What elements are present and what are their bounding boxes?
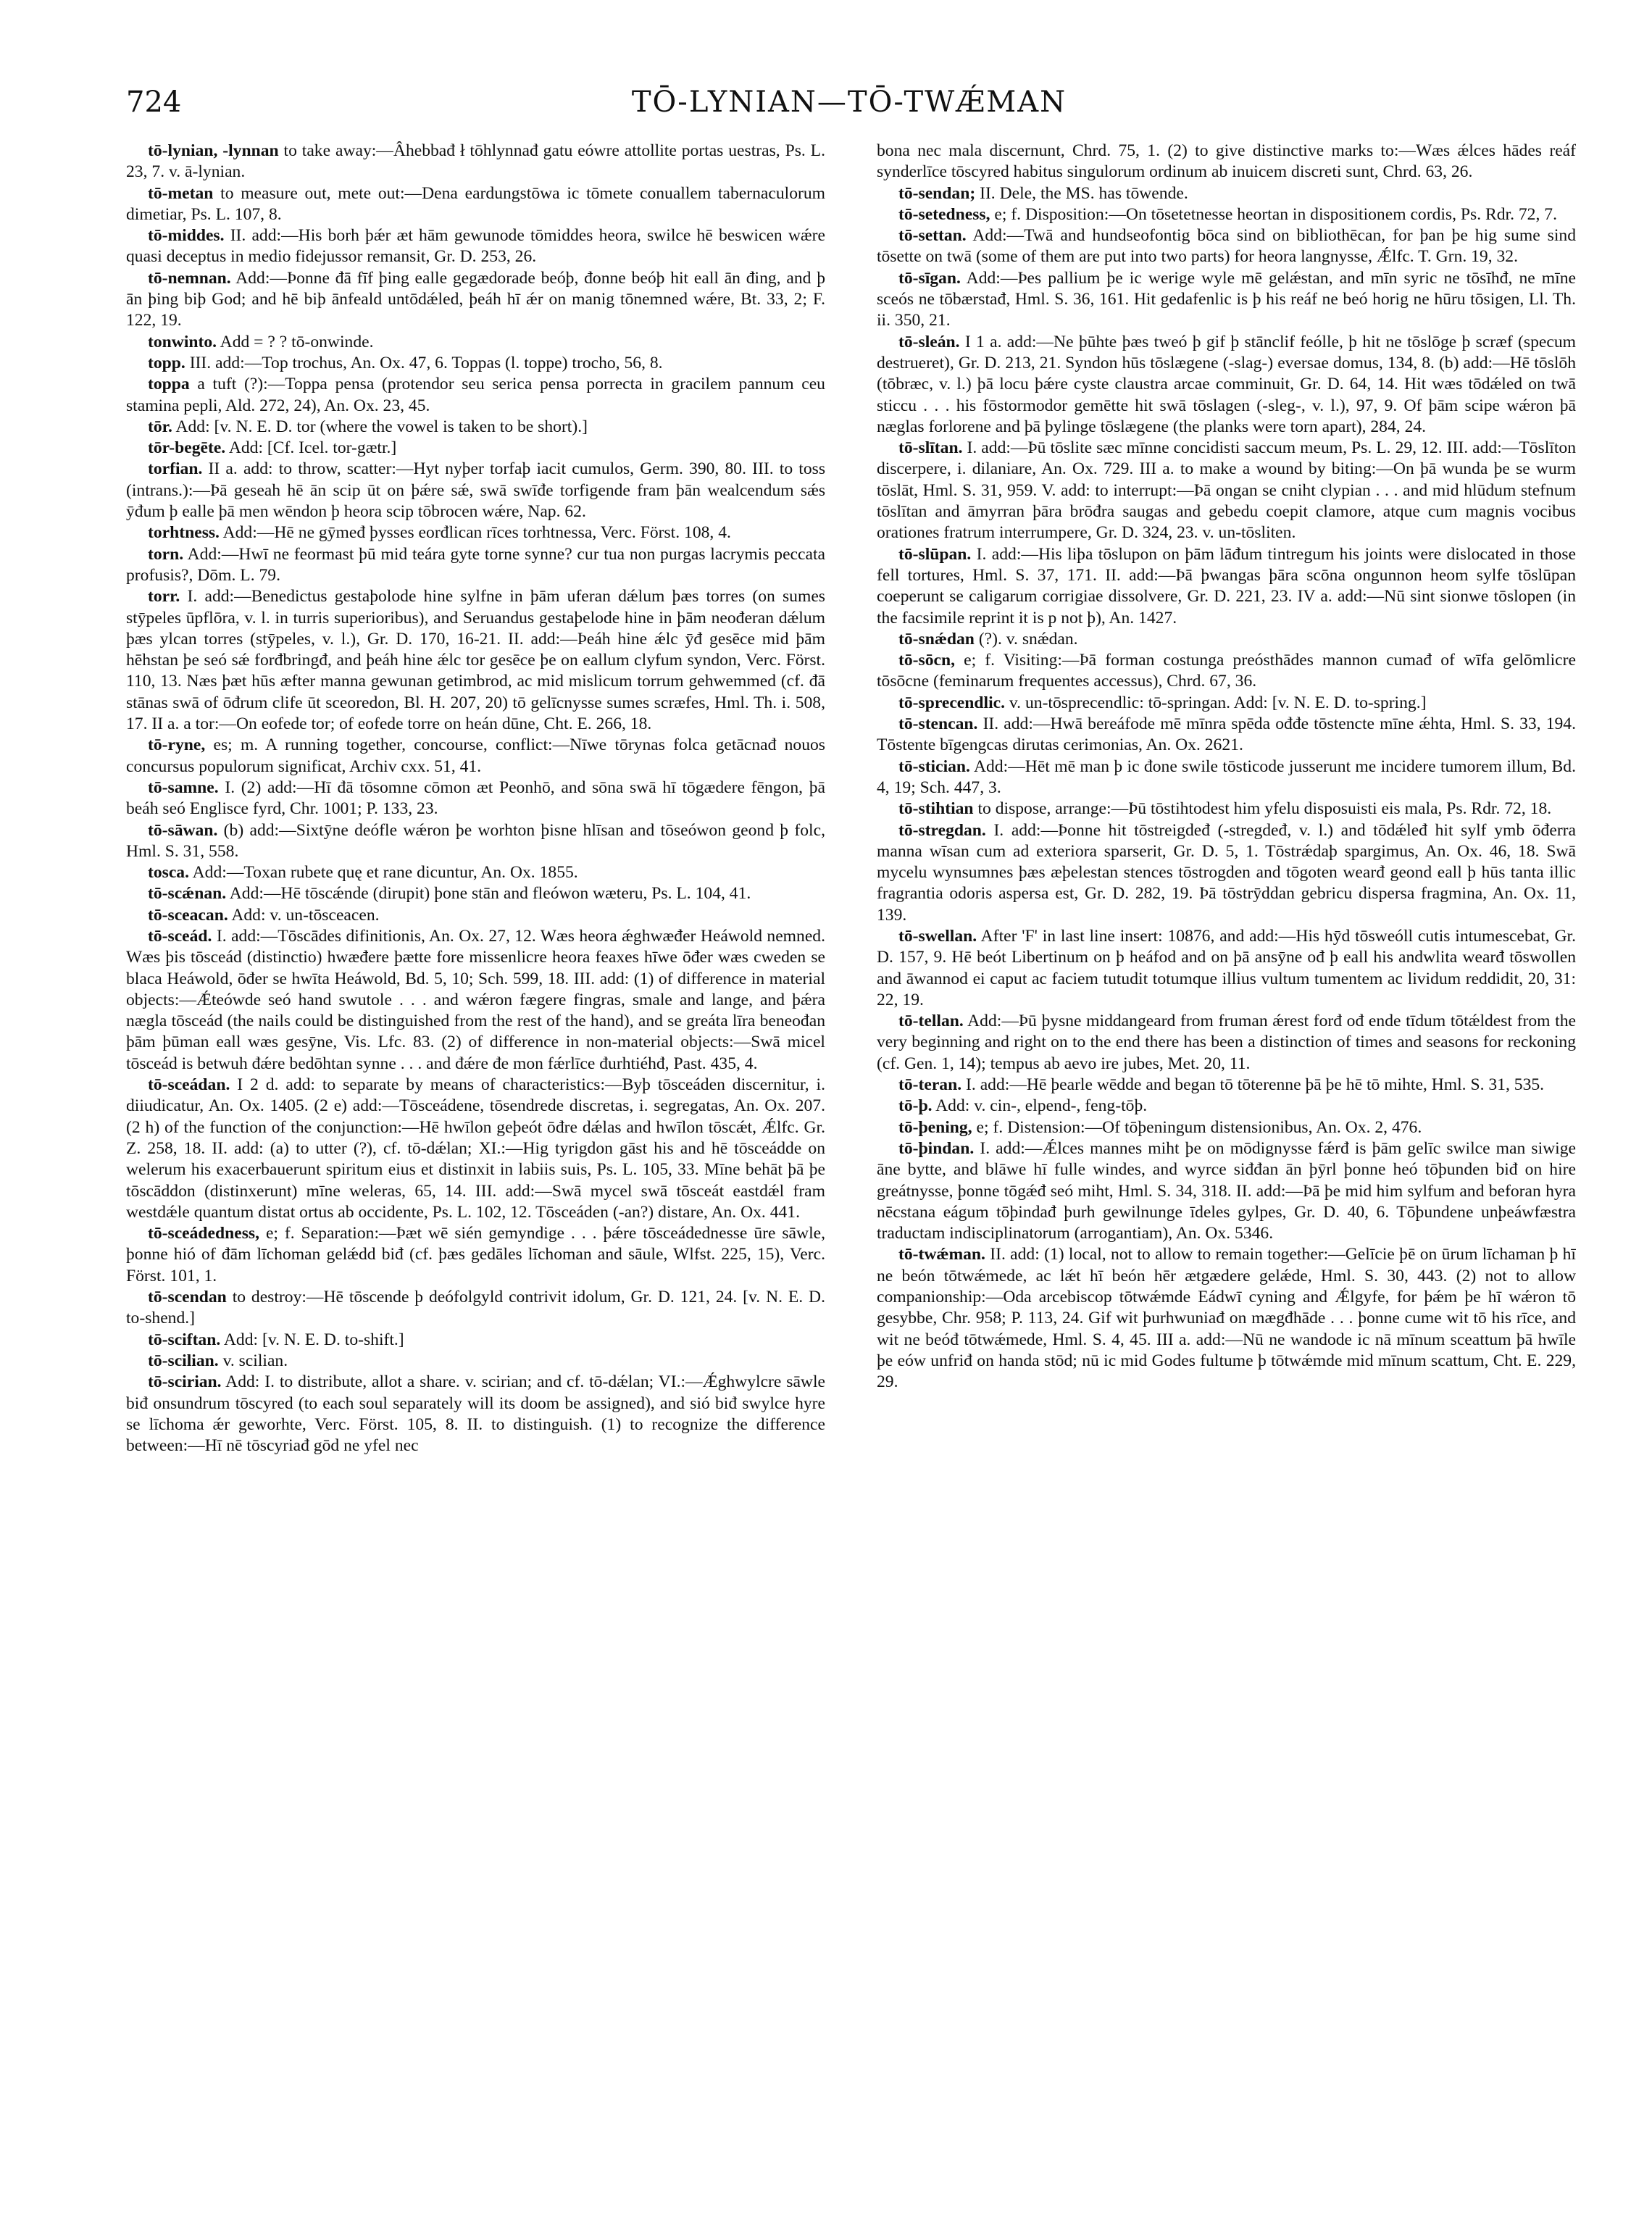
entry-text: to destroy:—Hē tōscende þ deófolgyld contrivit idolum, Gr. D. 121, 24. [v. N. E. D. to-shend.] (126, 1288, 825, 1328)
entry-headword: tō-sceádedness, (148, 1224, 260, 1243)
dictionary-entry (877, 544, 1576, 629)
entry-text: Add: v. un-tōsceacen. (231, 905, 380, 925)
dictionary-entry (126, 778, 825, 820)
dictionary-entry (877, 1096, 1576, 1117)
entry-text: to take away:—Âhebbađ ł tōhlynnađ gatu eówre attollite portas uestras, Ps. L. 23, 7. v. ā-lynian. (126, 141, 825, 182)
dictionary-entry (877, 756, 1576, 799)
entry-headword: tō-sōcn, (898, 651, 955, 670)
dictionary-entry (126, 332, 825, 353)
dictionary-entry (126, 1223, 825, 1287)
entry-text: es; m. A running together, concourse, conflict:—Nīwe tōrynas folca getācnađ nouos concursus populorum significat, Archiv cxx. 51, 41. (126, 735, 825, 776)
dictionary-entry (126, 926, 825, 1075)
entry-headword: tō-scilian. (148, 1351, 219, 1370)
entry-text: Add:—Hē ne gȳmeđ þysses eorđlican rīces torhtnessa, Verc. Först. 108, 4. (222, 523, 731, 543)
dictionary-entry (877, 141, 1576, 183)
entry-text: e; f. Distension:—Of tōþeningum distensionibus, An. Ox. 2, 476. (976, 1117, 1422, 1137)
entry-headword: tō-scirian. (148, 1372, 222, 1392)
entry-headword: tō-sleán. (898, 332, 960, 351)
dictionary-entry (126, 1372, 825, 1456)
dictionary-entry (877, 1075, 1576, 1096)
entry-headword: tō-stregdan. (898, 820, 986, 840)
page-number: 724 (126, 86, 182, 119)
entry-headword: tō-sāwan. (148, 820, 218, 840)
dictionary-entry (126, 438, 825, 459)
dictionary-entry (877, 225, 1576, 268)
entry-headword: topp. (148, 353, 185, 372)
entry-headword: tō-sendan; (898, 183, 976, 203)
entry-headword: tonwinto. (148, 332, 217, 351)
entry-text: v. scilian. (222, 1351, 288, 1370)
entry-text: Add: I. to distribute, allot a share. v. scirian; and cf. tō-dǽlan; VI.:—Ǽghwylcre sāwle biđ onsundrum tōscyred (to each soul separately will its doom be assigned), and sió biđ swylce hyre se līchoma ǽr geworhte, Verc. Först. 105, 8. II. to distinguish. (1) to recognize the difference between:—Hī nē tōscyriađ gōd ne yfel nec (126, 1372, 825, 1456)
entry-text: Add:—Þū þysne middangeard from fruman ǽrest forđ ođ ende tīdum tōtǽldest from the very beginning and right on to the end there has been a distinction of times and seasons for reckoning (cf. Gen. 1, 14); tempus ab aevo ire jubes, Met. 20, 11. (877, 1012, 1576, 1073)
entry-headword: tō-scendan (148, 1288, 227, 1307)
entry-text: I. (2) add:—Hī đā tōsomne cōmon æt Peonhō, and sōna swā hī tōgædere fēngon, þā beáh seó Englisce fyrd, Chr. 1001; P. 133, 23. (126, 778, 825, 819)
entry-text: e; f. Visiting:—Þā forman costunga preósthādes mannon cumađ of wīfa gelōmlicre tōsōcne (feminarum frequentes accessus), Chrd. 67, 36. (877, 651, 1576, 691)
dictionary-entry (126, 353, 825, 374)
entry-headword: tō-tellan. (898, 1012, 964, 1031)
entry-headword: tō-stician. (898, 756, 970, 776)
dictionary-entry (126, 141, 825, 183)
dictionary-entry (877, 268, 1576, 332)
entry-text: Add:—Þonne đā fīf þing ealle gegædorade beóþ, đonne beóþ hit eall ān đing, and þ ān þing biþ God; and hē biþ ānfeald untōdǽled, þeáh hī ǽr on manig tōnemned wǽre, Bt. 33, 2; F. 122, 19. (126, 268, 825, 330)
dictionary-entry (877, 204, 1576, 225)
dictionary-entry (126, 268, 825, 332)
entry-text: e; f. Disposition:—On tōsetetnesse heortan in dispositionem cordis, Ps. Rdr. 72, 7. (994, 204, 1557, 224)
entry-headword: tō-scǽnan. (148, 884, 227, 904)
dictionary-entry (877, 1011, 1576, 1075)
dictionary-entry (877, 629, 1576, 650)
entry-headword: tō-stencan. (898, 714, 978, 734)
dictionary-entry (126, 905, 825, 926)
entry-headword: tō-metan (148, 183, 214, 203)
dictionary-entry (126, 862, 825, 883)
entry-text: I. add:—Hē þearle wēdde and began tō tōterenne þā þe hē tō mihte, Hml. S. 31, 535. (966, 1075, 1545, 1095)
entry-headword: tō-sīgan. (898, 268, 961, 288)
entry-text: II. Dele, the MS. has tōwende. (980, 183, 1188, 203)
entry-headword: tō-sciftan. (148, 1330, 221, 1349)
dictionary-entry (126, 1287, 825, 1330)
entry-headword: toppa (148, 375, 190, 394)
entry-headword: tō-snǽdan (898, 629, 975, 649)
entry-headword: torfian. (148, 459, 203, 479)
entry-text: Add: [v. N. E. D. to-shift.] (223, 1330, 404, 1349)
entry-text: II a. add: to throw, scatter:—Hyt nyþer torfaþ iacit cumulos, Germ. 390, 80. III. to toss (intrans.):—Þā geseah hē ān scip ūt on þǽre sǽ, swā swīđe torfigende fram þān wealcendum sǽs ȳđum þ ealle þā men wēndon þ heora scip tōbrocen wǽre, Nap. 62. (126, 459, 825, 522)
entry-text: I 2 d. add: to separate by means of characteristics:—Byþ tōsceáden discernitur, i. diiudicatur, An. Ox. 1405. (2 e) add:—Tōsceádene, tōsendrede discretas, i. segregatas, An. Ox. 207. (2 h) of the function of the conjunction:—Hē hwīlon geþeót ōđre dǽlas and hwīlon tōscǽt, Ǽlfc. Gr. Z. 258, 18. II. add: (a) to utter (?), cf. tō-dǽlan; XI.:—Hig tyrigdon gāst his and hē tōsceádde on welerum his exacerbauerunt spiritum eius et distinxit in labiis suis, Ps. L. 105, 33. Mīne behāt þā þe tōscāddon (distinxerunt) mīne weleras, 65, 14. III. add:—Swā mycel swā tōsceát eastdǽl fram westdǽle quantum distat ortus ab occidente, Ps. L. 102, 12. Tōsceáden (-an?) distare, An. Ox. 441. (126, 1075, 825, 1222)
entry-text: (b) add:—Sixtȳne deófle wǽron þe worhton þisne hlīsan and tōseówon geond þ folc, Hml. S. 31, 558. (126, 820, 825, 861)
dictionary-entry (877, 650, 1576, 693)
entry-text: (?). v. snǽdan. (978, 629, 1078, 649)
entry-text: I. add:—Þū tōslite sæc mīnne concidisti saccum meum, Ps. L. 29, 12. III. add:—Tōslīton discerpere, i. dilaniare, An. Ox. 729. III a. to make a wound by biting:—On þā wunda þe se wurm tōslāt, Hml. S. 31, 959. V. add: to interrupt:—Þā ongan se cniht clypian . . . and mid hlūdum stefnum tōslītan and āmyrran þāra brōđra saugas and gebedu coepit clamore, atque cum magnis vocibus orationes fratrum interrumpere, Gr. D. 324, 23. v. un-tōsliten. (877, 438, 1576, 543)
dictionary-entry (126, 735, 825, 778)
dictionary-entry (877, 820, 1576, 926)
entry-headword: tō-slītan. (898, 438, 963, 458)
entry-headword: tō-nemnan. (148, 268, 231, 288)
dictionary-entry (126, 374, 825, 417)
dictionary-entry (126, 586, 825, 735)
entry-text: Add:—Hēt mē man þ ic đone swile tōsticode jusserunt me incidere tumorem illum, Bd. 4, 19; Sch. 447, 3. (877, 756, 1576, 797)
entry-headword: tō-stihtian (898, 799, 974, 819)
entry-text: Add:—Toxan rubete quę et rane dicuntur, An. Ox. 1855. (192, 863, 578, 883)
dictionary-entry (877, 332, 1576, 438)
entry-headword: torn. (148, 544, 184, 564)
dictionary-entry (126, 820, 825, 863)
dictionary-entry (877, 1117, 1576, 1138)
entry-text: I. add:—Benedictus gestaþolode hine sylfne in þām uferan dǽlum þæs torres (on sumes stȳpeles ūpflōra, v. l. in turris superioribus), and Seruandus gestaþelode hine in þām neođeran dǽlum þæs ylcan torres (stȳpeles, v. l.), Gr. D. 170, 16-21. II. add:—Þeáh hine ǽlc ȳđ gesēce mid þām hēhstan þe seó sǽ forđbringđ, and þeáh hine ǽlc tor gesēce þe on eallum clyfum syndon, Verc. Först. 110, 13. Næs þæt hūs æfter manna gewunan getimbrod, ac mid mislicum torrum gehwemmed (cf. đā stānas swā of ōđrum clife ūt sceoredon, Bl. H. 207, 20) tō gelīcnysse sumes scræfes, Hml. Th. i. 508, 17. II a. a tor:—On eofede tor; of eofede torre on heán dūne, Cht. E. 266, 18. (126, 587, 825, 734)
dictionary-entry (126, 1075, 825, 1223)
right-column (877, 141, 1576, 2198)
entry-text: I. add:—His liþa tōslupon on þām lāđum tintregum his joints were dislocated in those fell tortures, Hml. S. 37, 171. II. add:—Þā þwangas þāra scōna ongunnon heom sylfe tōslūpan coeperunt se caligarum corrigiae dissolvere, Gr. D. 221, 23. IV a. add:—Nū sint sionwe tōslopen (in the facsimile reprint it is p not þ), An. 1427. (877, 544, 1576, 628)
dictionary-entry (877, 1244, 1576, 1393)
entry-text: e; f. Separation:—Þæt wē sién gemyndige . . . þǽre tōsceádednesse ūre sāwle, þonne hió of đām līchoman gelǽdd biđ (cf. þæs gedāles līchoman and sāule, Wlfst. 225, 15), Verc. Först. 101, 1. (126, 1224, 825, 1285)
entry-headword: tō-sprecendlic. (898, 693, 1006, 712)
page-header (126, 86, 1572, 129)
entry-headword: tō-þening, (898, 1117, 972, 1137)
entry-headword: tō-swellan. (898, 926, 977, 946)
entry-headword: tō-slūpan. (898, 544, 972, 564)
entry-text: Add: [v. N. E. D. tor (where the vowel is taken to be short).] (175, 417, 588, 436)
entry-text: to measure out, mete out:—Dena eardungstōwa ic tōmete conuallem tabernaculorum dimetiar, Ps. L. 107, 8. (126, 183, 825, 224)
dictionary-entry (877, 799, 1576, 820)
entry-headword: tō-settan. (898, 226, 967, 246)
entry-text: I 1 a. add:—Ne þūhte þæs tweó þ gif þ stānclif feólle, þ hit ne tōslōge þ scræf (specum destrueret), Gr. D. 213, 21. Syndon hūs tōslægene (-slag-) eversae domus, 134, 8. (b) add:—Hē tōslōh (tōbræc, v. l.) þā locu þǽre cyste claustra arcae comminuit, Gr. D. 64, 14. Hit wæs tōdǽled on twā sticcu . . . his fōstormodor gemētte hit swā tōslagen (-sleg-, v. l.), 97, 9. Of þām scipe wǽron þā næglas forlorene and þā þylinge tōslægene (the planks were torn apart), 284, 24. (877, 332, 1576, 436)
entry-text: a tuft (?):—Toppa pensa (protendor seu serica pensa porrecta in gracilem pannum ceu stamina pepli, Ald. 272, 24), An. Ox. 23, 45. (126, 375, 825, 415)
dictionary-entry (877, 926, 1576, 1011)
left-column (126, 141, 825, 2198)
entry-headword: tō-sceádan. (148, 1075, 230, 1095)
entry-headword: tōr-begēte. (148, 438, 226, 458)
entry-text: Add = ? ? tō-onwinde. (220, 332, 374, 351)
entry-text: Add:—Twā and hundseofontig bōca sind on bibliothēcan, for þan þe hig sume sind tōsette on twā (some of them are put into two parts) for heora langnysse, Ǽlfc. T. Grn. 19, 32. (877, 226, 1576, 267)
entry-text: I. add:—Ǽlces mannes miht þe on mōdignysse fǽrđ is þām gelīc swilce man siwige āne bytte, and blāwe hī fulle windes, and wyrce siđđan ān þȳrl þonne heó tōþunden biđ on hire greátnysse, þonne tōgǽđ seó miht, Hml. S. 34, 318. II. add:—Þā þe mid him sylfum and beforan hyra nēcstana eágum tōþindađ þurh gewilnunge īdeles gylpes, Gr. D. 40, 6. Tōþundene unþeáwfæstra traductam indisciplinatorum (arrogantiam), An. Ox. 5346. (877, 1138, 1576, 1243)
entry-text: After 'F' in last line insert: 10876, and add:—His hȳd tōsweóll cutis intumescebat, Gr. D. 157, 9. Hē beót Libertinum on þ heáfod and on þā ansȳne ođ þ eall his andwlita wearđ tōswollen and āwannod ei caput ac faciem tutudit totumque illius vultum tumentem ac lividum reddidit, 20, 31: 22, 19. (877, 926, 1576, 1009)
dictionary-entry (126, 1330, 825, 1351)
entry-text: Add:—Hē tōscǽnde (dirupit) þone stān and fleówon wæteru, Ps. L. 104, 41. (229, 884, 751, 904)
entry-headword: tō-twǽman. (898, 1245, 985, 1264)
entry-headword: tō-teran. (898, 1075, 962, 1095)
entry-headword: tō-sceacan. (148, 905, 228, 925)
dictionary-entry (126, 225, 825, 268)
dictionary-entry (877, 183, 1576, 204)
entry-text: II. add:—Hwā bereáfode mē mīnra spēda ođđe tōstencte mīne ǽhta, Hml. S. 33, 194. Tōstente bīgengcas dirutas cerimonias, An. Ox. 2621. (877, 714, 1576, 755)
entry-headword: tō-þindan. (898, 1138, 975, 1158)
entry-headword: tō-lynian, -lynnan (148, 141, 279, 160)
entry-text: Add:—Þes pallium þe ic werige wyle mē gelǽstan, and mīn syric ne tōsīhđ, ne mīne sceós ne tōbærstađ, Hml. S. 36, 161. Hit gedafenlic is þ his reáf ne beó horig ne hūru tōsigen, Ll. Th. ii. 350, 21. (877, 268, 1576, 330)
entry-headword: tō-sceád. (148, 926, 212, 946)
entry-text: III. add:—Top trochus, An. Ox. 47, 6. Toppas (l. toppe) trocho, 56, 8. (189, 353, 663, 372)
entry-headword: tōr. (148, 417, 172, 436)
dictionary-entry (126, 544, 825, 587)
entry-text: to dispose, arrange:—Þū tōstihtodest him yfelu disposuisti eis mala, Ps. Rdr. 72, 18. (977, 799, 1552, 819)
entry-headword: torhtness. (148, 523, 220, 543)
dictionary-entry (877, 714, 1576, 756)
running-head: TŌ-LYNIAN—TŌ-TWǼMAN (631, 86, 1067, 119)
dictionary-entry (126, 459, 825, 522)
dictionary-entry (126, 522, 825, 543)
entry-text: Add: [Cf. Icel. tor-gætr.] (228, 438, 397, 458)
entry-text: bona nec mala discernunt, Chrd. 75, 1. (2) to give distinctive marks to:—Wæs ǽlces hādes reáf synderlīce tōscyred habitus singulorum ordinum ab inuicem discreti sunt, Chrd. 63, 26. (877, 141, 1576, 182)
entry-text: v. un-tōsprecendlic: tō-springan. Add: [v. N. E. D. to-spring.] (1009, 693, 1427, 712)
entry-text: Add: v. cin-, elpend-, feng-tōþ. (935, 1096, 1148, 1116)
dictionary-entry (877, 1138, 1576, 1244)
dictionary-entry (877, 438, 1576, 543)
entry-headword: tō-þ. (898, 1096, 933, 1116)
entry-headword: tosca. (148, 863, 190, 883)
entry-text: I. add:—Tōscādes difinitionis, An. Ox. 27, 12. Wæs heora ǽghwæđer Heáwold nemned. Wæs þis tōsceád (distinctio) hwæđere þætte fore missenlicre heora feaxes hīwe ōđer wæs cweden se blaca Heáwold, ōđer se hwīta Heáwold, Bd. 5, 10; Sch. 599, 18. III. add: (1) of difference in material objects:—Ǽteówde seó hand swutole . . . and wǽron fægere fingras, smale and lange, and þǽra nægla tōsceád (the nails could be distinguished from the rest of the hand), and se greáta līra beneođan þām þūman eall wæs gesȳne, Vis. Lfc. 83. (2) of difference in non-material objects:—Swā micel tōsceád is betwuh đǽre bedōhtan synne . . . and đǽre đe mon fǽrlīce đurhtiéhđ, Past. 435, 4. (126, 926, 825, 1073)
entry-text: II. add: (1) local, not to allow to remain together:—Gelīcie þē on ūrum līchaman þ hī ne beón tōtwǽmede, ac lǽt hī beón hēr ætgædere gelǽde, Hml. S. 30, 443. (2) not to allow companionship:—Oda arcebiscop tōtwǽmde Eádwī cyning and Ǽlgyfe, for þǽm þe hī wǽron tō gesybbe, Chr. 958; P. 113, 24. Gif wit þurhwuniađ on mægđhāde . . . þonne cume wit tō his rīce, and wit ne beóđ tōtwǽmede, Hml. S. 4, 45. III a. add:—Nū ne wandode ic nā mīnum sceattum þā hwīle þe eów unfriđ on handa stōd; nū ic mid Godes fultume þ tōtwǽmde mid mīnum scattum, Cht. E. 229, 29. (877, 1245, 1576, 1392)
entry-headword: torr. (148, 587, 180, 606)
entry-headword: tō-setedness, (898, 204, 990, 224)
entry-headword: tō-middes. (148, 226, 225, 246)
dictionary-entry (877, 693, 1576, 714)
entry-headword: tō-samne. (148, 778, 219, 797)
dictionary-entry (126, 417, 825, 438)
dictionary-entry (126, 183, 825, 226)
dictionary-entry (126, 883, 825, 904)
entry-text: I. add:—Þonne hit tōstreigdeđ (-stregdeđ, v. l.) and tōdǽleđ hit sylf ymb ōđerra manna wīsan cum ad exteriora sparserit, Gr. D. 5, 1. Tōstrǽdaþ spargimus, An. Ox. 46, 18. Swā mycelu wynsumnes þæs æþelestan stences tōstrogden and tōgoten wearđ geond eall þ hūs tanta illic fragrantia odoris aspersa est, Gr. D. 282, 19. Þā tōstrȳddan gebricu dispersa fragmina, An. Ox. 11, 139. (877, 820, 1576, 925)
entry-text: Add:—Hwī ne feormast þū mid teára gyte torne synne? cur tua non purgas lacrymis peccata profusis?, Dōm. L. 79. (126, 544, 825, 585)
entry-headword: tō-ryne, (148, 735, 206, 755)
dictionary-entry (126, 1351, 825, 1372)
entry-text: II. add:—His borh þǽr æt hām gewunode tōmiddes heora, swilce hē beswicen wǽre quasi deceptus in medio fidejussor remansit, Gr. D. 253, 26. (126, 226, 825, 267)
